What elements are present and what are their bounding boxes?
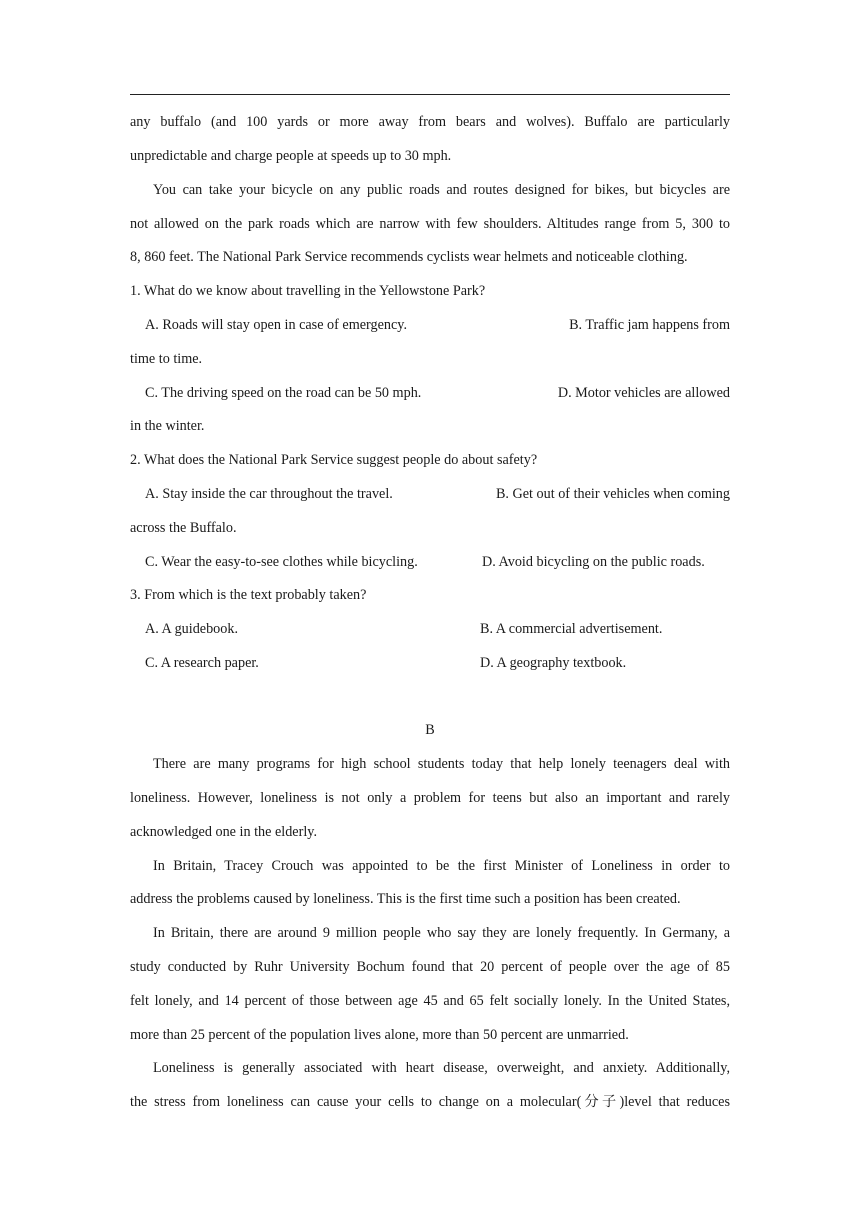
passage-a-p2-line2: not allowed on the park roads which are narrow with few shoulders. Altitudes range from 5, 300 to	[130, 216, 730, 232]
question-3-option-d: D. A geography textbook.	[480, 655, 627, 671]
passage-a-p2-line3: 8, 860 feet. The National Park Service recommends cyclists wear helmets and noticeable clothing.	[130, 249, 688, 265]
section-b-p1-line1: There are many programs for high school students today that help lonely teenagers deal with	[153, 756, 730, 772]
section-b-p4-line2: the stress from loneliness can cause your cells to change on a molecular(分子)level that reduces	[130, 1094, 730, 1110]
question-1-option-b-cont: time to time.	[130, 351, 203, 367]
question-2-option-c: C. Wear the easy-to-see clothes while bicycling.	[145, 554, 418, 570]
question-1-option-d: D. Motor vehicles are allowed	[557, 385, 730, 401]
section-b-p3-line2: study conducted by Ruhr University Bochum found that 20 percent of people over the age of 85	[130, 959, 730, 975]
header-rule	[130, 94, 730, 95]
section-b-p3-line4: more than 25 percent of the population lives alone, more than 50 percent are unmarried.	[130, 1027, 629, 1043]
section-b-p1-line3: acknowledged one in the elderly.	[130, 824, 317, 840]
question-1-stem: 1. What do we know about travelling in the Yellowstone Park?	[130, 283, 486, 299]
question-3-stem: 3. From which is the text probably taken?	[130, 587, 367, 603]
section-b-p2-line2: address the problems caused by loneliness. This is the first time such a position has been created.	[130, 891, 681, 907]
question-2-stem: 2. What does the National Park Service suggest people do about safety?	[130, 452, 538, 468]
section-b-p1-line2: loneliness. However, loneliness is not only a problem for teens but also an important and rarely	[130, 790, 730, 806]
section-b-heading: B	[425, 722, 435, 738]
section-b-p3-line1: In Britain, there are around 9 million people who say they are lonely frequently. In Germany, a	[153, 925, 730, 941]
question-1-option-a: A. Roads will stay open in case of emergency.	[145, 317, 408, 333]
section-b-p3-line3: felt lonely, and 14 percent of those between age 45 and 65 felt socially lonely. In the United States,	[130, 993, 730, 1009]
question-2-option-d: D. Avoid bicycling on the public roads.	[482, 554, 705, 570]
passage-a-p2-line1: You can take your bicycle on any public roads and routes designed for bikes, but bicycles are	[153, 182, 730, 198]
passage-a-p1-line2: unpredictable and charge people at speeds up to 30 mph.	[130, 148, 452, 164]
question-1-option-b: B. Traffic jam happens from	[569, 317, 730, 333]
question-3-option-c: C. A research paper.	[145, 655, 259, 671]
passage-a-p1-line1: any buffalo (and 100 yards or more away from bears and wolves). Buffalo are particularly	[130, 114, 730, 130]
question-3-option-a: A. A guidebook.	[145, 621, 239, 637]
section-b-p2-line1: In Britain, Tracey Crouch was appointed to be the first Minister of Loneliness in order to	[153, 858, 730, 874]
question-1-option-c: C. The driving speed on the road can be 50 mph.	[145, 385, 422, 401]
section-b-p4-line1: Loneliness is generally associated with heart disease, overweight, and anxiety. Additionally,	[153, 1060, 730, 1076]
question-3-option-b: B. A commercial advertisement.	[480, 621, 663, 637]
question-2-option-b-cont: across the Buffalo.	[130, 520, 237, 536]
question-2-option-a: A. Stay inside the car throughout the travel.	[145, 486, 393, 502]
question-1-option-d-cont: in the winter.	[130, 418, 205, 434]
question-2-option-b: B. Get out of their vehicles when coming	[495, 486, 730, 502]
